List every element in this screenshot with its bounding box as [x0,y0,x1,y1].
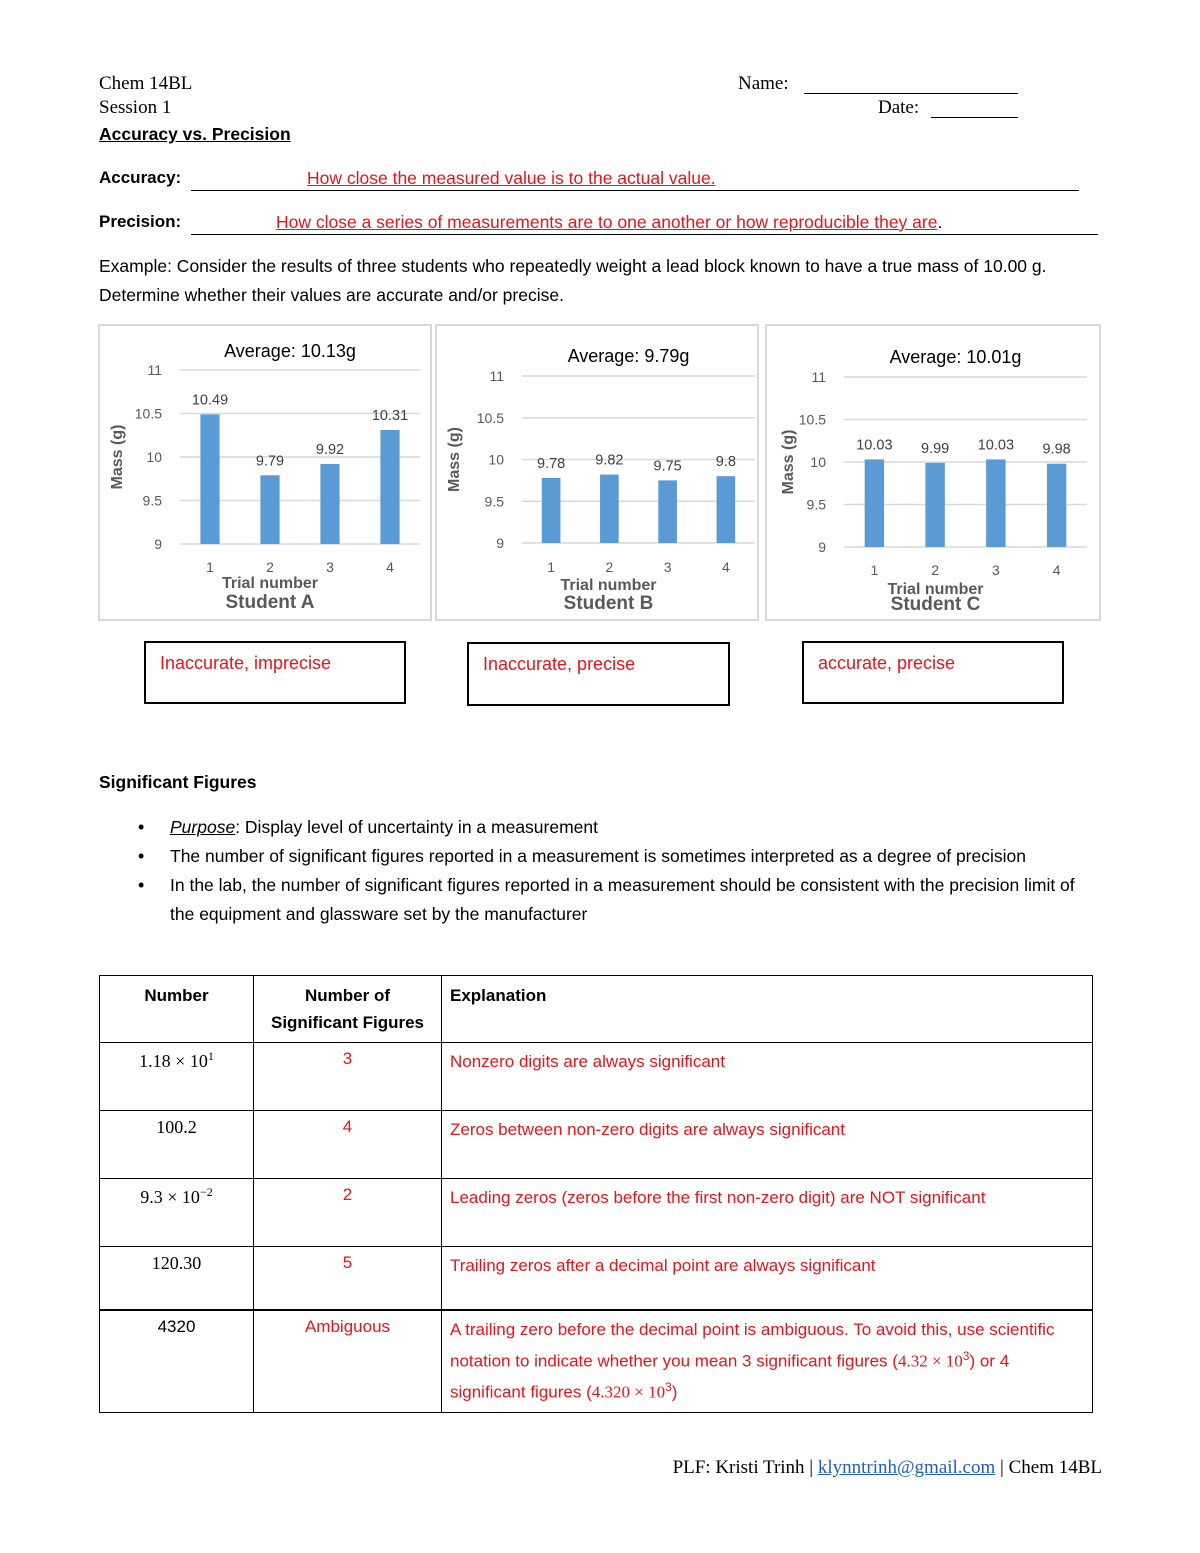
precision-definition-wrap [276,212,942,233]
header-explanation: Explanation [442,976,1093,1043]
data-label: 10.31 [371,408,409,425]
explanation-cell: Zeros between non-zero digits are always significant [442,1111,1093,1179]
y-tick-label: 10.5 [798,411,826,428]
purpose-text: : Display level of uncertainty in a measurement [235,817,598,837]
chart-title: Average: 10.01g [889,347,1022,367]
answer-box-c[interactable] [802,641,1064,704]
table-row [100,1179,1093,1247]
table-row [100,1247,1093,1310]
footer [673,1457,1102,1479]
accuracy-definition: How close the measured value is to the actual value. [307,168,716,188]
sig-figs-bullets [138,813,1078,929]
data-label: 9.82 [595,452,624,469]
y-tick-label: 9 [818,539,826,555]
x-tick-label: 1 [870,562,879,578]
bullet-lab: • In the lab, the number of significant figures reported in a measurement should be consistent with the precision limit of the equipment and glassware set by the manufacturer [138,871,1078,929]
chart-student-a [98,324,432,621]
number-cell: 120.30 [100,1247,254,1310]
sig-figs-table [99,975,1093,1413]
number-cell: 100.2 [100,1111,254,1179]
x-axis-label: Trial number [221,575,319,592]
bar [260,475,279,544]
count-cell: 3 [254,1043,442,1111]
bar [542,478,561,543]
student-label: Student B [563,593,654,614]
y-tick-label: 10.5 [476,409,504,426]
x-tick-label: 2 [266,559,274,575]
footer-suffix: | Chem 14BL [1000,1457,1102,1478]
header-number: Number [100,976,254,1043]
bar [925,463,944,547]
x-tick-label: 3 [991,562,1000,578]
chart-title: Average: 10.13g [224,341,356,361]
bar [200,414,219,544]
count-cell: 2 [254,1179,442,1247]
header-count: Number of Significant Figures [254,976,442,1043]
count-cell: 5 [254,1247,442,1310]
data-label: 10.03 [856,437,893,454]
data-label: 9.98 [1042,441,1071,458]
x-axis-label: Trial number [560,577,657,594]
name-label: Name: [738,73,789,94]
course-title: Chem 14BL [99,73,193,94]
data-label: 9.92 [315,441,345,458]
answer-b: Inaccurate, precise [483,654,636,674]
bar [600,475,619,543]
table-header-row [100,976,1093,1043]
number-cell: $1.18 \times 10^1$ [100,1043,254,1111]
number-cell: $9.3 \times 10^{-2}$ [100,1179,254,1247]
y-tick-label: 9.5 [484,493,504,510]
table-row [100,1111,1093,1179]
data-label: 10.03 [977,437,1015,454]
bar [658,480,677,543]
table-row [100,1043,1093,1111]
data-label: 9.78 [537,455,566,472]
name-field[interactable] [804,73,1018,94]
answer-box-a[interactable] [144,641,406,704]
chart-svg-student-c [767,326,1099,619]
explanation-cell: A trailing zero before the decimal point is ambiguous. To avoid this, use scientific notation to indicate whether you mean 3 significant figures $(4.32 \times 10^3)$ or 4 significant figures $(4.320 \times 10^3)$ [442,1310,1093,1413]
student-label: Student C [890,594,981,615]
accuracy-label: Accuracy: [99,168,182,187]
data-label: 9.75 [653,458,682,475]
chart-student-c [765,324,1101,621]
x-axis-label: Trial number [887,581,984,598]
number-cell: 4320 [100,1310,254,1413]
sig-figs-heading: Significant Figures [99,772,257,792]
x-tick-label: 2 [605,559,614,575]
footer-prefix: PLF: Kristi Trinh | [672,1457,814,1478]
count-cell: 4 [254,1111,442,1179]
y-tick-label: 9 [154,536,162,552]
y-tick-label: 10 [146,449,162,465]
x-tick-label: 1 [547,559,556,575]
y-tick-label: 9.5 [806,496,826,513]
x-tick-label: 3 [326,559,334,575]
y-tick-label: 10 [488,451,504,468]
precision-definition: How close a series of measurements are to one another or how reproducible they are [276,212,938,232]
bar [380,430,399,544]
bar [320,464,339,544]
x-tick-label: 2 [931,562,940,578]
data-label: 9.99 [921,440,950,457]
y-tick-label: 9.5 [142,492,162,509]
count-cell: Ambiguous [254,1310,442,1413]
student-label: Student A [225,592,315,613]
y-axis-label: Mass (g) [780,429,797,495]
precision-period: . [937,212,943,232]
y-tick-label: 10 [810,454,826,470]
chart-title: Average: 9.79g [567,346,690,366]
answer-box-b[interactable] [467,642,730,706]
x-tick-label: 4 [1052,562,1061,578]
x-tick-label: 1 [206,559,214,575]
footer-email-link[interactable]: klynntrinh@gmail.com [817,1457,996,1478]
data-label: 10.49 [191,392,229,409]
y-axis-label: Mass (g) [446,427,463,492]
purpose-label: Purpose [170,817,236,837]
chart-student-b [435,324,759,621]
date-label: Date: [878,97,920,118]
chart-svg-student-a [100,326,430,619]
table-row [100,1310,1093,1413]
bar [986,459,1005,547]
example-text: Example: Consider the results of three students who repeatedly weight a lead block known to have a true mass of 10.00 g. Determine whether their values are accurate and/or precise. [99,256,1047,305]
explanation-cell: Leading zeros (zeros before the first non-zero digit) are NOT significant [442,1179,1093,1247]
y-tick-label: 9 [496,535,504,551]
explanation-cell: Trailing zeros after a decimal point are always significant [442,1247,1093,1310]
y-tick-label: 11 [811,369,826,385]
data-label: 9.8 [715,454,736,471]
y-tick-label: 11 [147,362,162,378]
answer-c: accurate, precise [818,653,956,673]
chart-svg-student-b [437,326,757,619]
y-tick-label: 10.5 [134,405,162,422]
data-label: 9.79 [255,453,285,470]
bar [717,476,736,543]
y-tick-label: 11 [489,368,504,384]
session-label: Session 1 [99,97,172,118]
x-tick-label: 3 [663,559,672,575]
x-tick-label: 4 [721,559,730,575]
y-axis-label: Mass (g) [109,424,126,490]
bar [1047,464,1066,547]
explanation-cell: Nonzero digits are always significant [442,1043,1093,1111]
bullet-purpose [138,813,1078,842]
answer-a: Inaccurate, imprecise [160,653,332,673]
date-field[interactable] [931,97,1018,118]
x-tick-label: 4 [386,559,394,575]
page-title: Accuracy vs. Precision [99,124,291,144]
precision-label: Precision: [99,212,182,231]
bullet-precision: • The number of significant figures reported in a measurement is sometimes interpreted as a degree of precision [138,842,1078,871]
bar [865,459,884,547]
